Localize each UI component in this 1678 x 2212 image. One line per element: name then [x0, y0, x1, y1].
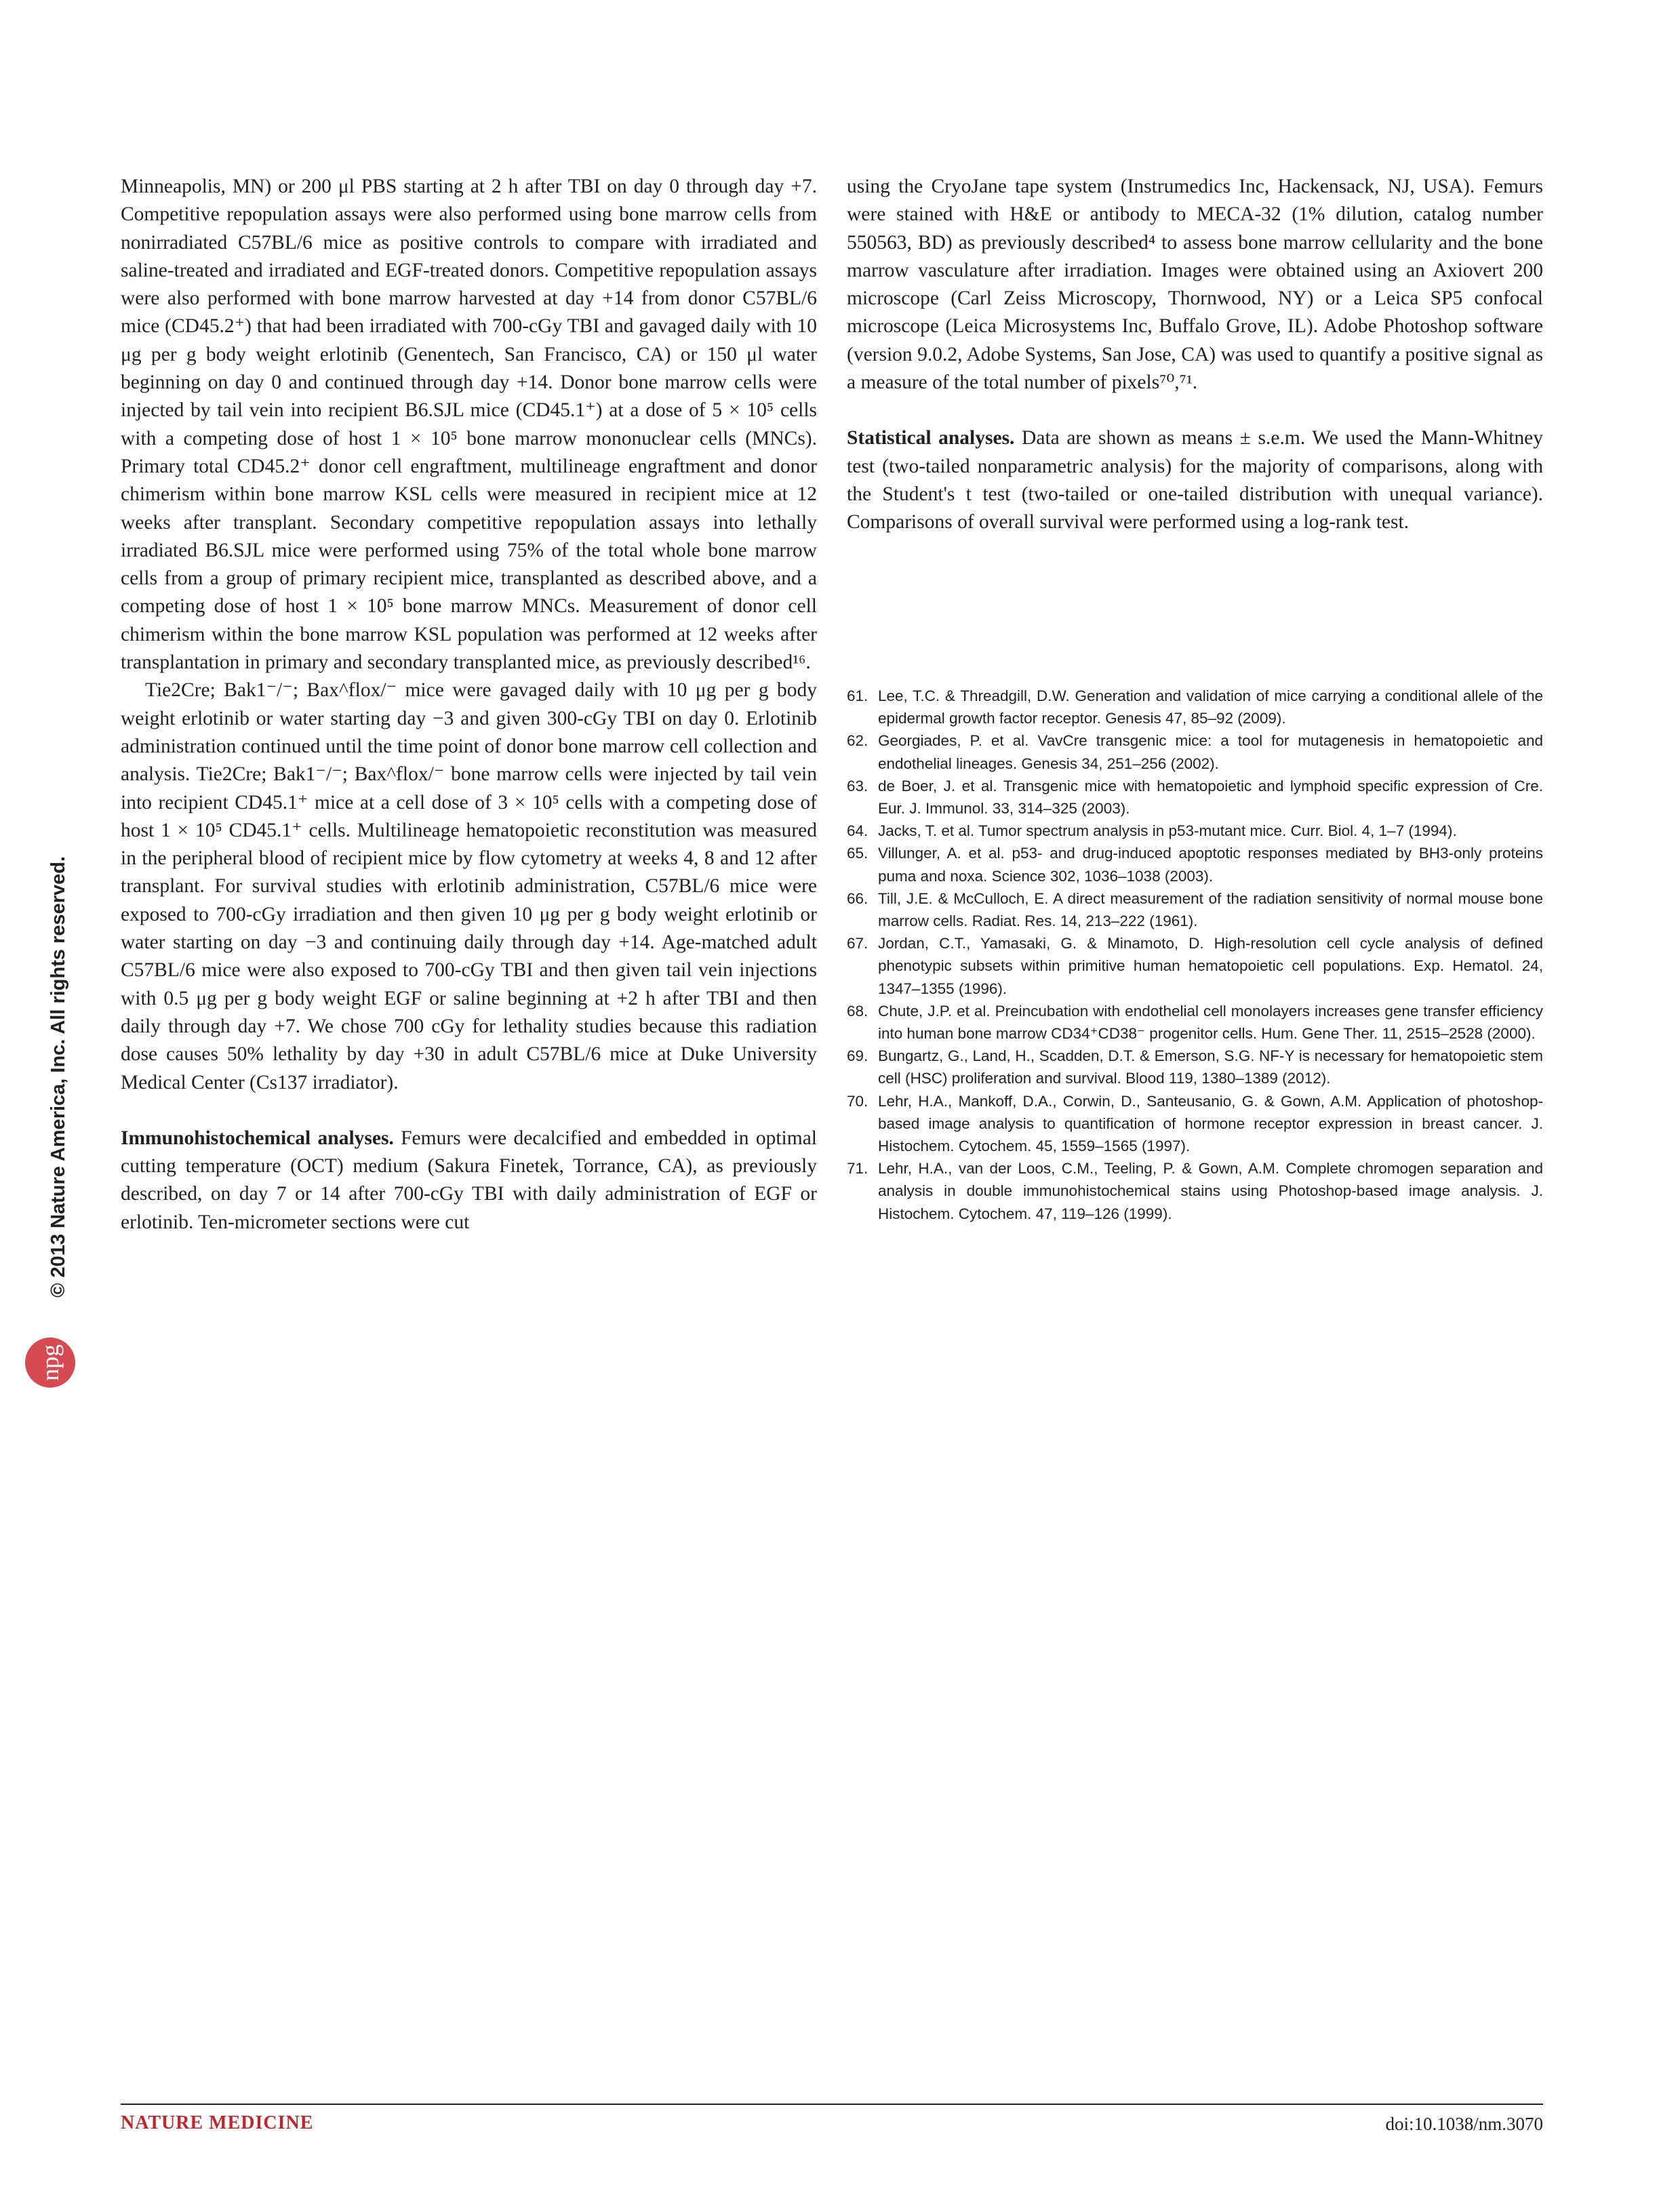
reference-text: Lee, T.C. & Threadgill, D.W. Generation and validation of mice carrying a conditional allele of the epidermal growth factor receptor. Genesis 47, 85–92 (2009). — [878, 687, 1543, 727]
reference-number: 62. — [847, 732, 868, 750]
reference-item — [847, 887, 1543, 932]
body-paragraph: Tie2Cre; Bak1⁻/⁻; Bax^flox/⁻ mice were gavaged daily with 10 μg per g body weight erlotinib or water starting day −3 and given 300-cGy TBI on day 0. Erlotinib administration continued until the time point of donor bone marrow cell collection and analysis. Tie2Cre; Bak1⁻/⁻; Bax^flox/⁻ bone marrow cells were injected by tail vein into recipient CD45.1⁺ mice at a cell dose of 3 × 10⁵ cells with a competing dose of host 1 × 10⁵ CD45.1⁺ cells. Multilineage hematopoietic reconstitution was measured in the peripheral blood of recipient mice by flow cytometry at weeks 4, 8 and 12 after transplant. For survival studies with erlotinib administration, C57BL/6 mice were exposed to 700-cGy irradiation and then given 10 μg per g body weight erlotinib or water starting on day −3 and continuing daily through day +14. Age-matched adult C57BL/6 mice were also exposed to 700-cGy TBI and then given tail vein injections with 0.5 μg per g body weight EGF or saline beginning at +2 h after TBI and then daily through day +7. We chose 700 cGy for lethality studies because this radiation dose causes 50% lethality by day +30 in adult C57BL/6 mice at Duke University Medical Center (Cs137 irradiator). — [121, 679, 817, 1093]
reference-item — [847, 1045, 1543, 1089]
reference-item — [847, 842, 1543, 887]
section-heading: Immunohistochemical analyses. — [121, 1127, 394, 1149]
npg-logo — [25, 1338, 75, 1388]
paragraph-gap — [121, 1097, 817, 1125]
reference-number: 69. — [847, 1047, 868, 1065]
reference-item — [847, 685, 1543, 729]
reference-text: Lehr, H.A., Mankoff, D.A., Corwin, D., Santeusanio, G. & Gown, A.M. Application of photoshop-based image analysis to quantification of hormone receptor expression in breast cancer. J. Histochem. Cytochem. 45, 1559–1565 (1997). — [878, 1092, 1543, 1155]
reference-text: Bungartz, G., Land, H., Scadden, D.T. & Emerson, S.G. NF-Y is necessary for hematopoietic stem cell (HSC) proliferation and survival. Blood 119, 1380–1389 (2012). — [878, 1047, 1543, 1087]
reference-text: Chute, J.P. et al. Preincubation with endothelial cell monolayers increases gene transfer efficiency into human bone marrow CD34⁺CD38⁻ progenitor cells. Hum. Gene Ther. 11, 2515–2528 (2000). — [878, 1002, 1543, 1043]
journal-name: NATURE MEDICINE — [121, 2112, 314, 2133]
reference-text: Georgiades, P. et al. VavCre transgenic mice: a tool for mutagenesis in hematopoietic and endothelial lineages. Genesis 34, 251–256 (2002). — [878, 732, 1543, 772]
reference-text: Villunger, A. et al. p53- and drug-induced apoptotic responses mediated by BH3-only proteins puma and noxa. Science 302, 1036–1038 (2003). — [878, 845, 1543, 885]
right-column — [847, 173, 1543, 537]
reference-text: Lehr, H.A., van der Loos, C.M., Teeling, P. & Gown, A.M. Complete chromogen separation and analysis in double immunohistochemical stains using Photoshop-based image analysis. J. Histochem. Cytochem. 47, 119–126 (1999). — [878, 1160, 1543, 1222]
reference-number: 67. — [847, 935, 868, 952]
reference-number: 63. — [847, 777, 868, 795]
reference-text: Jordan, C.T., Yamasaki, G. & Minamoto, D. High-resolution cell cycle analysis of defined phenotypic subsets within primitive human hematopoietic cell populations. Exp. Hematol. 24, 1347–1355 (1996). — [878, 935, 1543, 997]
reference-number: 64. — [847, 822, 868, 840]
section-text: Data are shown as means ± s.e.m. We used the Mann-Whitney test (two-tailed nonparametric analysis) for the majority of comparisons, along with the Student's t test (two-tailed or one-tailed distribution with unequal variance). Comparisons of overall survival were performed using a log-rank test. — [847, 427, 1544, 534]
body-paragraph: using the CryoJane tape system (Instrumedics Inc, Hackensack, NJ, USA). Femurs were stained with H&E or antibody to MECA-32 (1% dilution, catalog number 550563, BD) as previously described⁴ to assess bone marrow cellularity and the bone marrow vasculature after irradiation. Images were obtained using an Axiovert 200 microscope (Carl Zeiss Microscopy, Thornwood, NY) or a Leica SP5 confocal microscope (Leica Microsystems Inc, Buffalo Grove, IL). Adobe Photoshop software (version 9.0.2, Adobe Systems, San Jose, CA) was used to quantify a positive signal as a measure of the total number of pixels⁷⁰,⁷¹. — [847, 176, 1543, 394]
body-paragraph: Minneapolis, MN) or 200 μl PBS starting at 2 h after TBI on day 0 through day +7. Competitive repopulation assays were also performed using bone marrow cells from nonirradiated C57BL/6 mice as positive controls to compare with irradiated and saline-treated and irradiated and EGF-treated donors. Competitive repopulation assays were also performed with bone marrow harvested at day +14 from donor C57BL/6 mice (CD45.2⁺) that had been irradiated with 700-cGy TBI and gavaged daily with 10 μg per g body weight erlotinib (Genentech, San Francisco, CA) or 150 μl water beginning on day 0 and continued through day +14. Donor bone marrow cells were injected by tail vein into recipient B6.SJL mice (CD45.1⁺) at a dose of 5 × 10⁵ cells with a competing dose of host 1 × 10⁵ bone marrow mononuclear cells (MNCs). Primary total CD45.2⁺ donor cell engraftment, multilineage engraftment and donor chimerism within bone marrow KSL cells were measured in recipient mice at 12 weeks after transplant. Secondary competitive repopulation assays into lethally irradiated B6.SJL mice were performed using 75% of the total whole bone marrow cells from a group of primary recipient mice, transplanted as described above, and a competing dose of host 1 × 10⁵ bone marrow MNCs. Measurement of donor cell chimerism within the bone marrow KSL population was performed at 12 weeks after transplantation in primary and secondary transplanted mice, as previously described¹⁶. — [121, 176, 817, 674]
reference-number: 66. — [847, 889, 868, 907]
reference-number: 65. — [847, 845, 868, 862]
doi-link[interactable]: doi:10.1038/nm.3070 — [1385, 2114, 1543, 2134]
reference-item — [847, 729, 1543, 774]
reference-number: 70. — [847, 1092, 868, 1110]
section-statistics — [847, 424, 1543, 536]
reference-item — [847, 932, 1543, 1000]
npg-logo-text: npg — [37, 1344, 64, 1381]
reference-list — [847, 685, 1543, 1225]
reference-item — [847, 1000, 1543, 1045]
reference-number: 68. — [847, 1002, 868, 1020]
reference-item — [847, 1157, 1543, 1225]
reference-item — [847, 775, 1543, 820]
left-column — [121, 173, 817, 1236]
reference-item — [847, 820, 1543, 842]
footer-divider — [121, 2104, 1543, 2105]
section-ihc — [121, 1125, 817, 1236]
reference-number: 71. — [847, 1160, 868, 1178]
section-heading: Statistical analyses. — [847, 427, 1015, 449]
section-text: Femurs were decalcified and embedded in optimal cutting temperature (OCT) medium (Sakura Finetek, Torrance, CA), as previously described, on day 7 or 14 after 700-cGy TBI with daily administration of EGF or erlotinib. Ten-micrometer sections were cut — [121, 1127, 817, 1233]
reference-text: de Boer, J. et al. Transgenic mice with hematopoietic and lymphoid specific expression of Cre. Eur. J. Immunol. 33, 314–325 (2003). — [878, 777, 1543, 818]
reference-text: Jacks, T. et al. Tumor spectrum analysis in p53-mutant mice. Curr. Biol. 4, 1–7 (1994). — [878, 822, 1457, 840]
reference-number: 61. — [847, 687, 868, 704]
paragraph-gap — [847, 397, 1543, 424]
copyright-notice: © 2013 Nature America, Inc. All rights reserved. — [47, 856, 69, 1298]
reference-item — [847, 1090, 1543, 1158]
reference-text: Till, J.E. & McCulloch, E. A direct measurement of the radiation sensitivity of normal mouse bone marrow cells. Radiat. Res. 14, 213–222 (1961). — [878, 889, 1543, 930]
